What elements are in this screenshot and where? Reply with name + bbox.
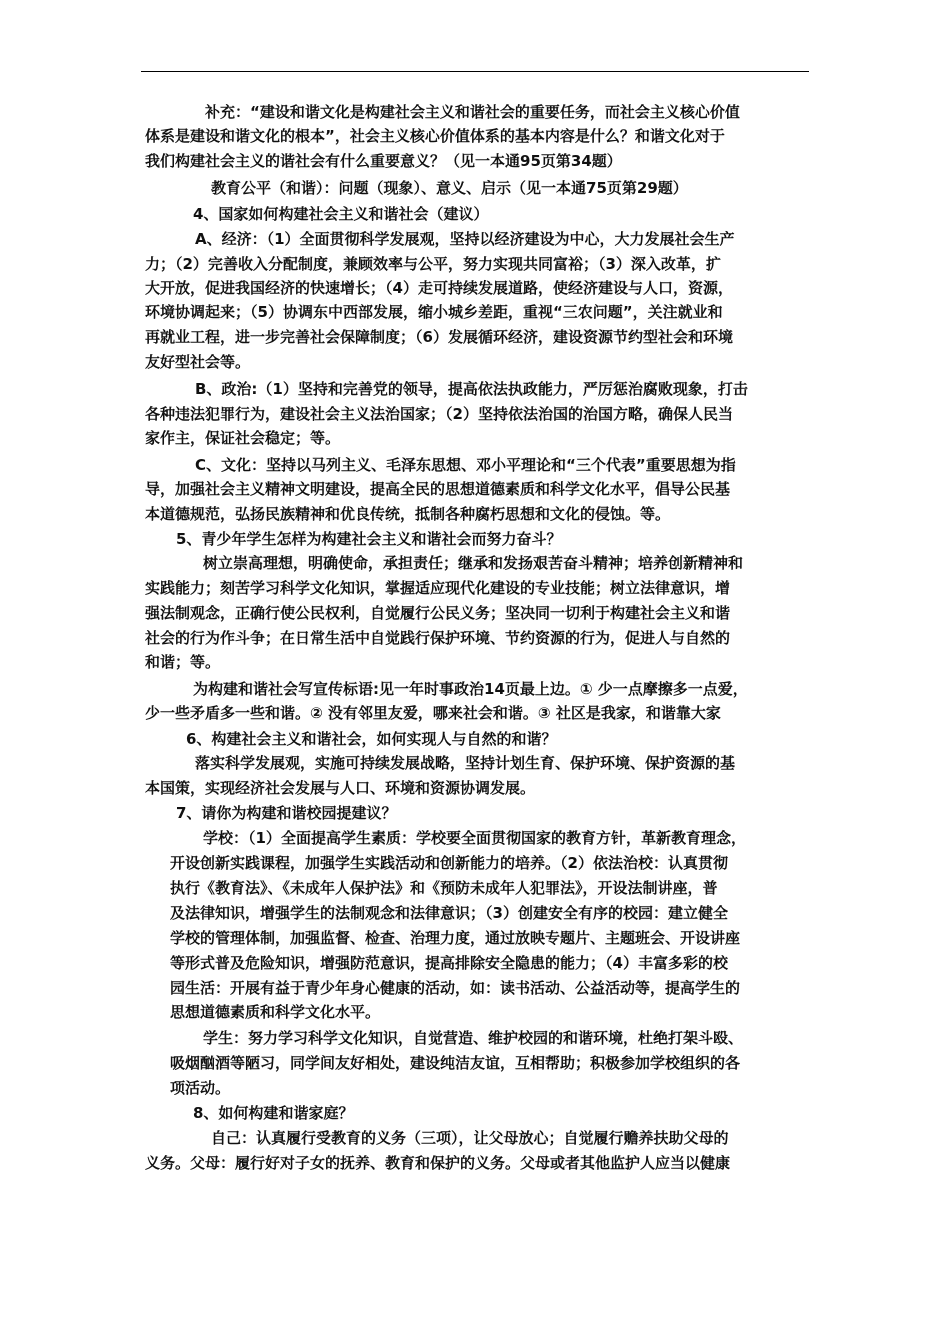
text-line: 强法制观念，正确行使公民权利，自觉履行公民义务；坚决同一切利于构建社会主义和谐 [145, 604, 731, 622]
text-line: 自己：认真履行受教育的义务（三项），让父母放心；自觉履行赡养扶助父母的 [211, 1129, 729, 1147]
text-line: 社会的行为作斗争；在日常生活中自觉践行保护环境、节约资源的行为，促进人与自然的 [145, 629, 731, 647]
section-heading: 6、构建社会主义和谐社会，如何实现人与自然的和谐？ [186, 730, 557, 748]
section-heading: 7、请你为构建和谐校园提建议？ [176, 804, 397, 822]
text-line: 为构建和谐社会写宣传标语:见一年时事政治14页最上边。① 少一点摩擦多一点爱， [193, 680, 748, 698]
text-line: 再就业工程，进一步完善社会保障制度；（6）发展循环经济，建设资源节约型社会和环境 [145, 328, 733, 346]
text-line: 环境协调起来；（5）协调东中西部发展，缩小城乡差距，重视“三农问题”，关注就业和 [145, 303, 723, 321]
text-line: 树立崇高理想，明确使命，承担责任；继承和发扬艰苦奋斗精神；培养创新精神和 [203, 554, 744, 572]
text-line: 大开放，促进我国经济的快速增长；（4）走可持续发展道路，使经济建设与人口，资源， [145, 279, 733, 297]
text-line: 导，加强社会主义精神文明建设，提高全民的思想道德素质和科学文化水平，倡导公民基 [145, 480, 731, 498]
section-heading: 8、如何构建和谐家庭？ [193, 1104, 354, 1122]
text-line: A、经济：（1）全面贯彻科学发展观，坚持以经济建设为中心，大力发展社会生产 [195, 230, 735, 248]
text-line: 补充：“建设和谐文化是构建社会主义和谐社会的重要任务，而社会主义核心价值 [205, 103, 740, 121]
text-line: 少一些矛盾多一些和谐。② 没有邻里友爱，哪来社会和谐。③ 社区是我家，和谐靠大家 [145, 704, 721, 722]
text-line: 友好型社会等。 [145, 353, 251, 371]
text-line: 和谐；等。 [145, 653, 221, 671]
text-line: 思想道德素质和科学文化水平。 [170, 1003, 381, 1021]
text-line: B、政治:（1）坚持和完善党的领导，提高依法执政能力，严厉惩治腐败现象，打击 [195, 380, 748, 398]
text-line: 项活动。 [170, 1079, 231, 1097]
text-line: 等形式普及危险知识，增强防范意识，提高排除安全隐患的能力；（4）丰富多彩的校 [170, 954, 728, 972]
text-line: 我们构建社会主义的谐社会有什么重要意义？（见一本通95页第34题） [145, 152, 622, 170]
text-line: 执行《教育法》、《未成年人保护法》和《预防未成年人犯罪法》，开设法制讲座，普 [170, 879, 718, 897]
text-line: 各种违法犯罪行为，建设社会主义法治国家；（2）坚持依法治国的治国方略，确保人民当 [145, 405, 733, 423]
text-line: 及法律知识，增强学生的法制观念和法律意识；（3）创建安全有序的校园：建立健全 [170, 904, 728, 922]
text-line: 体系是建设和谐文化的根本”，社会主义核心价值体系的基本内容是什么？和谐文化对于 [145, 127, 725, 145]
section-heading: 4、国家如何构建社会主义和谐社会（建议） [193, 205, 489, 223]
text-line: 实践能力；刻苦学习科学文化知识，掌握适应现代化建设的专业技能；树立法律意识，增 [145, 579, 731, 597]
text-line: 学生：努力学习科学文化知识，自觉营造、维护校园的和谐环境，杜绝打架斗殴、 [203, 1029, 744, 1047]
text-line: 学校的管理体制，加强监督、检查、治理力度，通过放映专题片、主题班会、开设讲座 [170, 929, 741, 947]
text-line: 吸烟酗酒等陋习，同学间友好相处，建设纯洁友谊，互相帮助；积极参加学校组织的各 [170, 1054, 741, 1072]
text-line: 园生活：开展有益于青少年身心健康的活动，如：读书活动、公益活动等，提高学生的 [170, 979, 741, 997]
text-line: 落实科学发展观，实施可持续发展战略，坚持计划生育、保护环境、保护资源的基 [195, 754, 736, 772]
text-line: 开设创新实践课程，加强学生实践活动和创新能力的培养。（2）依法治校：认真贯彻 [170, 854, 728, 872]
text-line: 本道德规范，弘扬民族精神和优良传统，抵制各种腐朽思想和文化的侵蚀。等。 [145, 505, 671, 523]
text-line: 本国策，实现经济社会发展与人口、环境和资源协调发展。 [145, 779, 536, 797]
text-line: 义务。父母：履行好对子女的抚养、教育和保护的义务。父母或者其他监护人应当以健康 [145, 1154, 731, 1172]
text-line: 学校：（1）全面提高学生素质：学校要全面贯彻国家的教育方针，革新教育理念， [203, 829, 746, 847]
text-line: 力；（2）完善收入分配制度，兼顾效率与公平，努力实现共同富裕；（3）深入改革，扩 [145, 255, 721, 273]
text-line: 教育公平（和谐）：问题（现象）、意义、启示（见一本通75页第29题） [211, 179, 688, 197]
header-rule [141, 71, 809, 72]
section-heading: 5、青少年学生怎样为构建社会主义和谐社会而努力奋斗？ [176, 530, 562, 548]
text-line: C、文化：坚持以马列主义、毛泽东思想、邓小平理论和“三个代表”重要思想为指 [195, 456, 736, 474]
text-line: 家作主，保证社会稳定；等。 [145, 429, 341, 447]
